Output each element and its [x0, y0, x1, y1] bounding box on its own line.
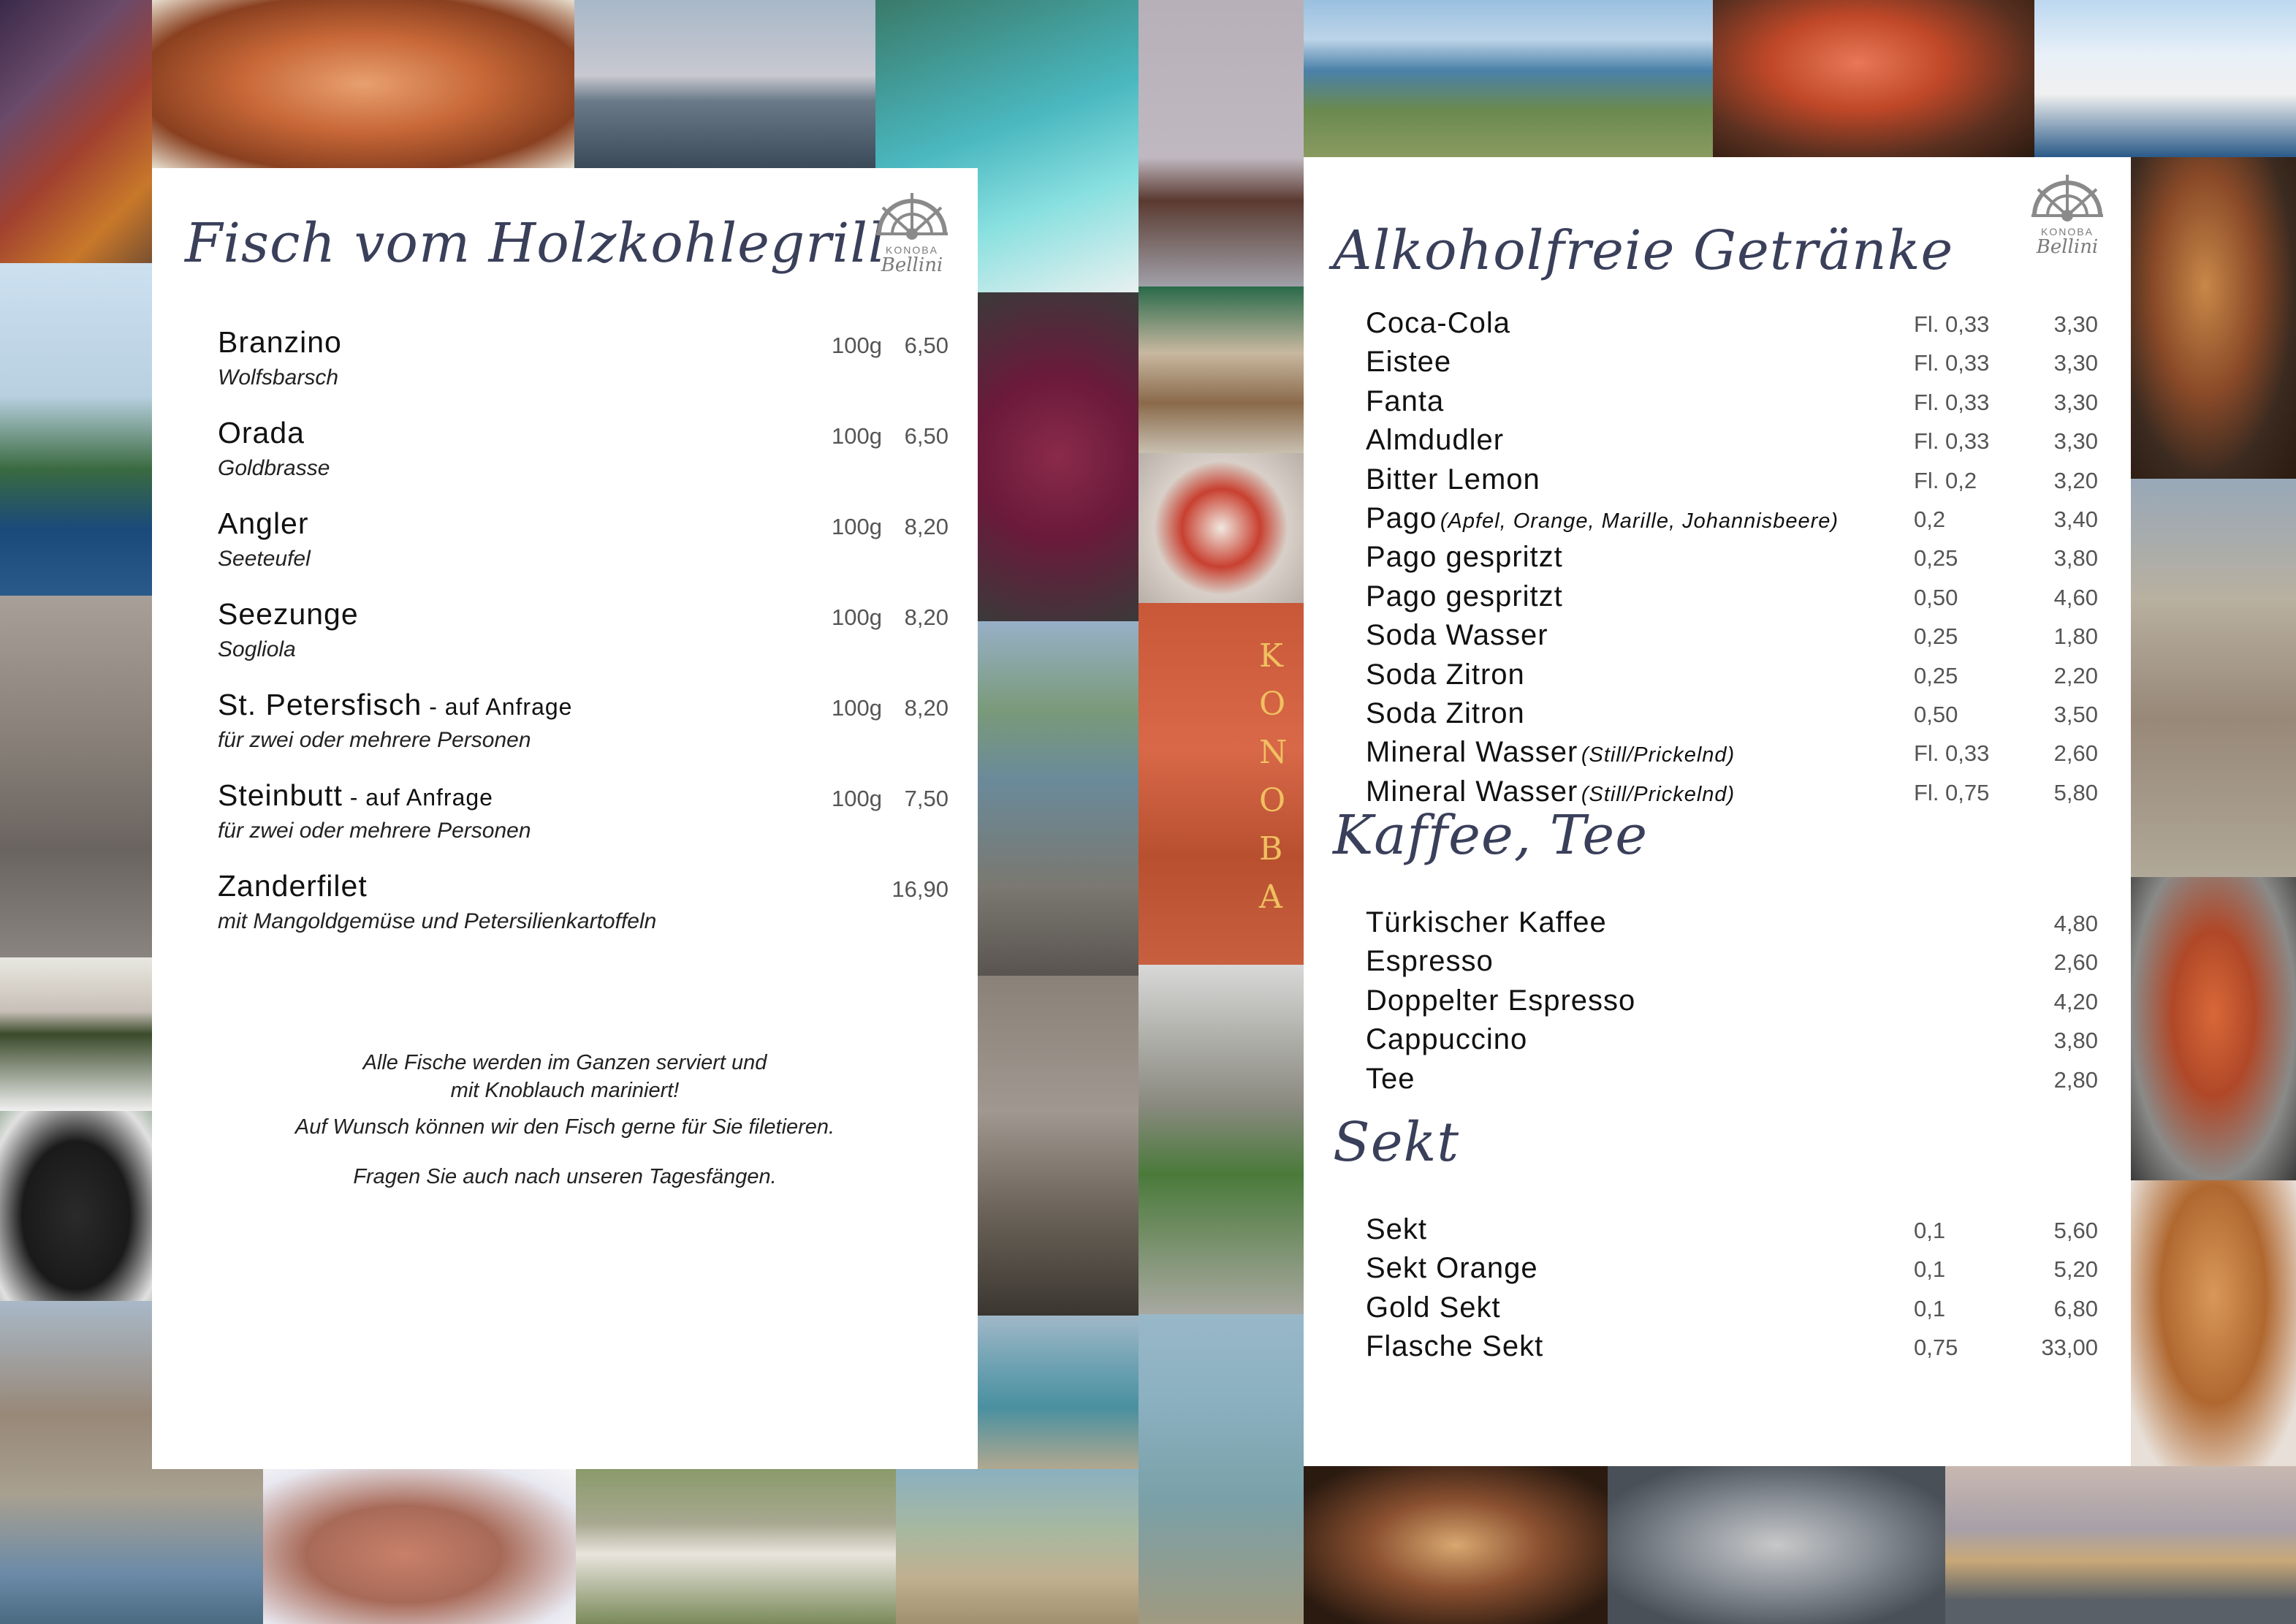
logo-konoba: KONOBA: [886, 244, 938, 256]
drinks-menu-panel: [1304, 157, 2131, 1466]
drink-price: 1,80: [2053, 623, 2098, 650]
drink-row: [1366, 346, 2097, 382]
drink-row: [1366, 659, 2097, 695]
note-line: Alle Fische werden im Ganzen serviert und: [362, 1051, 767, 1074]
drink-price: 4,80: [2053, 911, 2098, 936]
drink-row: [1366, 984, 2097, 1021]
drink-name: Bitter Lemon: [1366, 463, 1540, 496]
drink-size: 0,1: [1914, 1218, 1946, 1243]
drink-row: [1366, 1063, 2097, 1099]
fish-note: - auf Anfrage: [342, 784, 493, 811]
drink-name: Eistee: [1366, 346, 1452, 379]
fish-subtitle: Wolfsbarsch: [218, 365, 339, 390]
wine-photo: [0, 957, 152, 1111]
drink-size: Fl. 0,33: [1914, 350, 1990, 376]
drink-size: 0,25: [1914, 545, 1958, 572]
drink-name: Pago: [1366, 502, 1437, 534]
section-title: Alkoholfreie Getränke: [1333, 219, 1954, 282]
drink-price: 4,20: [2053, 988, 2098, 1014]
bay-stairs-photo: [978, 621, 1139, 976]
green-window-photo: [1139, 287, 1304, 453]
fish-name: St. Petersfisch: [218, 688, 422, 721]
fortress-photo: [1139, 965, 1304, 1314]
ship-wheel-icon: [872, 183, 952, 248]
drink-name: Mineral Wasser: [1366, 775, 1578, 808]
restaurant-logo: [2012, 164, 2122, 281]
fish-menu-title: Fisch vom Holzkohlegrill: [185, 212, 886, 275]
drink-row: [1366, 945, 2097, 982]
clear-sea-photo: [978, 1316, 1139, 1469]
drink-row: [1366, 1291, 2097, 1328]
drink-price: 3,80: [2053, 545, 2098, 572]
drink-name: Soda Wasser: [1366, 619, 1548, 652]
fish-item: [218, 869, 949, 934]
note-line: Auf Wunsch können wir den Fisch gerne für Sie filetieren.: [294, 1115, 835, 1139]
drink-price: 2,20: [2053, 662, 2098, 688]
fish-price: 16,90: [892, 876, 949, 902]
drink-price: 3,40: [2053, 506, 2098, 532]
drink-price: 5,80: [2053, 779, 2098, 805]
drink-size: Fl. 0,33: [1914, 740, 1990, 767]
drink-name: Sekt: [1366, 1213, 1428, 1245]
drink-size: 0,75: [1914, 1335, 1958, 1361]
fish-subtitle: Sogliola: [218, 637, 296, 661]
grilled-meat-photo: [1304, 1466, 1608, 1624]
seabed-photo: [896, 1469, 1139, 1624]
drink-row: [1366, 1213, 2097, 1250]
drink-name: Pago gespritzt: [1366, 541, 1563, 574]
note-line: Fragen Sie auch nach unseren Tagesfängen.: [353, 1165, 777, 1188]
drink-size: Fl. 0,33: [1914, 428, 1990, 455]
fish-line: [218, 869, 949, 903]
drink-row: [1366, 697, 2097, 734]
sheep-photo: [576, 1469, 896, 1624]
drink-price: 3,30: [2053, 389, 2098, 415]
fish-price: 8,20: [904, 514, 949, 539]
drink-row: [1366, 1330, 2097, 1367]
drink-price: 3,50: [2053, 702, 2098, 727]
logo-bellini: Bellini: [2036, 236, 2099, 258]
fish-price: 7,50: [904, 786, 949, 811]
drink-name: Sekt Orange: [1366, 1252, 1538, 1285]
fish-name: Steinbutt: [218, 778, 343, 812]
fish-item: [218, 688, 949, 753]
drink-note: (Still/Prickelnd): [1581, 743, 1736, 767]
logo-bellini: Bellini: [881, 254, 943, 276]
drink-size: 0,1: [1914, 1256, 1946, 1283]
fish-unit: 100g: [832, 695, 882, 721]
drink-size: Fl. 0,33: [1914, 389, 1990, 415]
drink-row: [1366, 424, 2097, 460]
drink-name: Espresso: [1366, 945, 1494, 978]
grapes-photo: [0, 0, 152, 263]
drink-name: Fanta: [1366, 384, 1445, 417]
drink-name: Tee: [1366, 1062, 1415, 1095]
section-title: Sekt: [1333, 1111, 1460, 1174]
drink-row: [1366, 1023, 2097, 1060]
drink-name: Coca-Cola: [1366, 307, 1510, 339]
fish-on-ice-photo: [263, 1469, 576, 1624]
fish-name: Angler: [218, 506, 309, 540]
fish-name: Orada: [218, 416, 305, 449]
fish-unit: 100g: [832, 604, 882, 630]
coast-photo: [1304, 0, 1713, 157]
wine-barrel-photo: [2131, 157, 2296, 479]
pirate-ship-photo: [1139, 0, 1304, 287]
drink-name: Mineral Wasser: [1366, 736, 1578, 769]
harbour-photo: [1945, 1466, 2296, 1624]
drink-name: Almdudler: [1366, 424, 1505, 457]
drink-size: Fl. 0,2: [1914, 467, 1977, 493]
restaurant-logo: [857, 183, 967, 300]
drink-price: 2,60: [2053, 949, 2098, 976]
drink-note: (Apfel, Orange, Marille, Johannisbeere): [1440, 509, 1839, 533]
rainy-street-photo: [0, 596, 152, 957]
drink-size: Fl. 0,75: [1914, 779, 1990, 805]
drink-size: 0,2: [1914, 506, 1946, 532]
drink-row: [1366, 736, 2097, 773]
drink-row: [1366, 619, 2097, 656]
drink-row: [1366, 463, 2097, 500]
lifebuoy-photo: [1139, 453, 1304, 603]
stew-pot-photo: [2131, 877, 2296, 1180]
drink-price: 5,20: [2053, 1256, 2098, 1283]
sea-shore-photo: [1139, 1314, 1304, 1624]
fish-subtitle: für zwei oder mehrere Personen: [218, 819, 531, 843]
fish-price: 6,50: [904, 333, 949, 358]
drink-price: 2,80: [2053, 1066, 2098, 1093]
fish-subtitle: Seeteufel: [218, 547, 311, 571]
fish-name: Zanderfilet: [218, 869, 368, 903]
shrimp-photo: [152, 0, 574, 168]
drink-price: 3,80: [2053, 1028, 2098, 1054]
drink-name: Soda Zitron: [1366, 697, 1525, 729]
drink-price: 4,60: [2053, 584, 2098, 610]
fish-price: 8,20: [904, 695, 949, 721]
sailboats-photo: [574, 0, 875, 168]
drink-name: Soda Zitron: [1366, 658, 1525, 691]
fish-subtitle: für zwei oder mehrere Personen: [218, 728, 531, 752]
yacht-photo: [0, 263, 152, 596]
drink-size: 0,25: [1914, 623, 1958, 650]
fish-item: [218, 778, 949, 843]
drink-size: 0,50: [1914, 584, 1958, 610]
fish-note: - auf Anfrage: [422, 694, 573, 720]
drink-row: [1366, 906, 2097, 943]
drink-row: [1366, 580, 2097, 617]
drink-price: 33,00: [2041, 1335, 2098, 1361]
fish-item: [218, 325, 949, 390]
fish-subtitle: Goldbrasse: [218, 456, 330, 480]
onions-photo: [978, 292, 1139, 621]
fish-subtitle: mit Mangoldgemüse und Petersilienkartoffeln: [218, 909, 657, 933]
logo-konoba: KONOBA: [2041, 226, 2094, 238]
drink-name: Gold Sekt: [1366, 1291, 1501, 1324]
fish-name: Seezunge: [218, 597, 359, 631]
courtyard-photo: [978, 976, 1139, 1316]
ship-wheel-icon: [2027, 164, 2107, 230]
fish-unit: 100g: [832, 514, 882, 539]
drink-size: Fl. 0,33: [1914, 311, 1990, 337]
drink-price: 2,60: [2053, 740, 2098, 767]
drink-note: (Still/Prickelnd): [1581, 782, 1736, 806]
fresh-fish-photo: [1608, 1466, 1945, 1624]
marina-photo: [2034, 0, 2296, 157]
fish-price: 6,50: [904, 423, 949, 449]
drink-size: 0,1: [1914, 1295, 1946, 1321]
fish-unit: 100g: [832, 333, 882, 358]
drink-row: [1366, 385, 2097, 422]
drink-price: 3,30: [2053, 428, 2098, 455]
fish-item: [218, 506, 949, 572]
fish-item: [218, 597, 949, 662]
section-title: Kaffee, Tee: [1333, 804, 1649, 867]
drink-row: [1366, 1252, 2097, 1289]
fish-menu-notes: [152, 1049, 978, 1191]
drink-price: 3,30: [2053, 311, 2098, 337]
drink-name: Cappuccino: [1366, 1023, 1528, 1056]
drink-name: Pago gespritzt: [1366, 580, 1563, 612]
fish-menu-panel: [152, 168, 978, 1469]
drink-price: 3,30: [2053, 350, 2098, 376]
drink-row: [1366, 307, 2097, 344]
fish-unit: 100g: [832, 786, 882, 811]
fish-name: Branzino: [218, 325, 342, 359]
drink-size: 0,25: [1914, 662, 1958, 688]
grilled-fish-photo: [1713, 0, 2034, 157]
drink-price: 6,80: [2053, 1295, 2098, 1321]
black-risotto-photo: [0, 1111, 152, 1301]
fish-unit: 100g: [832, 423, 882, 449]
fish-item: [218, 416, 949, 481]
konoba-sign-photo: [1139, 603, 1304, 965]
stone-street-photo: [2131, 479, 2296, 877]
drink-name: Flasche Sekt: [1366, 1330, 1544, 1363]
drink-name: Türkischer Kaffee: [1366, 906, 1607, 938]
shallots-garlic-photo: [2131, 1180, 2296, 1466]
note-line: mit Knoblauch mariniert!: [450, 1079, 680, 1102]
drink-name: Doppelter Espresso: [1366, 984, 1636, 1017]
drink-row: [1366, 502, 2097, 539]
drink-size: 0,50: [1914, 702, 1958, 727]
drink-row: [1366, 541, 2097, 577]
drink-price: 3,20: [2053, 467, 2098, 493]
konoba-sign-text: KONOBA: [1259, 637, 1288, 916]
drink-price: 5,60: [2053, 1218, 2098, 1243]
fish-price: 8,20: [904, 604, 949, 630]
